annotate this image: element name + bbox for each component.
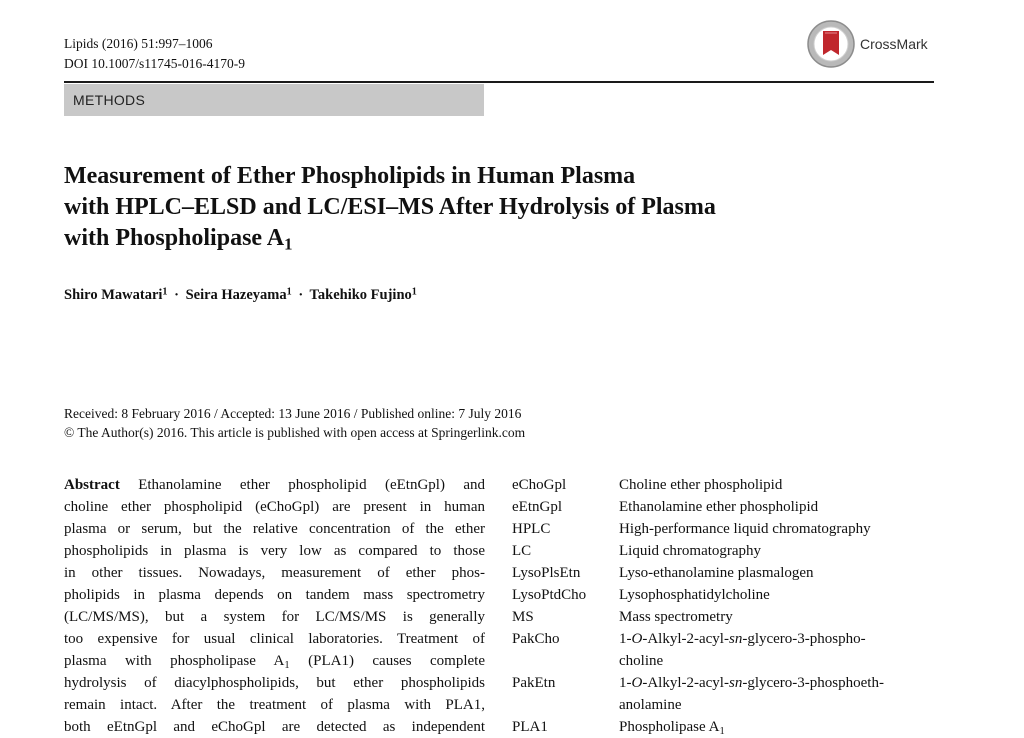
abbreviation-term: PakEtn — [512, 675, 556, 691]
abstract-line: hydrolysis of diacylphospholipids, but ether phospholipids — [64, 675, 485, 691]
title-subscript: 1 — [284, 234, 293, 254]
abbreviation-term: MS — [512, 609, 534, 625]
crossmark-label: CrossMark — [860, 36, 928, 52]
author-name[interactable]: Shiro Mawatari — [64, 287, 163, 303]
title-line-2: with HPLC–ELSD and LC/ESI–MS After Hydrolysis of Plasma — [64, 194, 716, 220]
abbreviation-row — [512, 628, 952, 672]
abbreviation-definition: 1-O-Alkyl-2-acyl-sn-glycero-3-phospho- choline — [619, 631, 866, 669]
abbreviation-term: PakCho — [512, 631, 560, 647]
journal-doi: DOI 10.1007/s11745-016-4170-9 — [64, 56, 245, 71]
abbreviation-definition: 1-O-Alkyl-2-acyl-sn-glycero-3-phosphoeth- anolamine — [619, 675, 884, 713]
abbreviation-row — [512, 540, 952, 562]
abbreviation-term: LysoPtdCho — [512, 587, 587, 603]
abstract-line: plasma or serum, but the relative concentration of the ether — [64, 521, 485, 537]
header-rule — [64, 81, 934, 83]
author-separator: · — [174, 287, 179, 303]
abbreviation-definition: Phospholipase $A_1$ — [619, 719, 725, 737]
abstract-line: remain intact. After the treatment of plasma with PLA1, — [64, 697, 485, 713]
abstract-line: both eEtnGpl and eChoGpl are detected as independent — [64, 719, 485, 735]
abbreviation-term: eChoGpl — [512, 477, 567, 493]
abbreviation-definition: Ethanolamine ether phospholipid — [619, 499, 819, 515]
abstract-line: (LC/MS/MS), but a system for LC/MS/MS is generally — [64, 609, 485, 625]
author-separator: · — [298, 287, 304, 303]
abstract-line: phospholipids in plasma is very low as compared to those — [64, 543, 485, 559]
author-list — [64, 286, 417, 304]
abbreviation-row — [512, 474, 952, 496]
abbreviation-definition: Choline ether phospholipid — [619, 477, 783, 493]
journal-citation: Lipids (2016) 51:997–1006 — [64, 36, 213, 51]
abbreviation-definition: Lysophosphatidylcholine — [619, 587, 770, 603]
section-label: METHODS — [64, 84, 484, 116]
abstract — [64, 474, 485, 738]
abbreviation-term: eEtnGpl — [512, 499, 562, 515]
abstract-line: in other tissues. Nowadays, measurement of ether phos- — [64, 565, 485, 581]
crossmark-badge[interactable] — [806, 19, 946, 69]
author-affiliation: 1 — [411, 286, 417, 298]
abbreviation-row — [512, 518, 952, 540]
abbreviation-row — [512, 562, 952, 584]
abbreviation-definition: Lyso-ethanolamine plasmalogen — [619, 565, 814, 581]
article-title — [64, 161, 944, 254]
abbreviation-term: PLA1 — [512, 719, 548, 735]
abbreviations-list — [512, 474, 952, 738]
author-affiliation: 1 — [162, 286, 168, 298]
abbreviation-term: LC — [512, 543, 532, 559]
abbreviation-row — [512, 672, 952, 716]
abbreviation-definition: Mass spectrometry — [619, 609, 733, 625]
abbreviation-term: LysoPlsEtn — [512, 565, 581, 581]
abbreviation-row — [512, 496, 952, 518]
abstract-subscript: 1 — [284, 659, 290, 671]
publication-dates: Received: 8 February 2016 / Accepted: 13 June 2016 / Published online: 7 July 2016 — [64, 406, 522, 421]
abstract-line: too expensive for usual clinical laboratories. Treatment of — [64, 631, 485, 647]
author-affiliation: 1 — [286, 286, 292, 298]
abstract-line: Abstract Ethanolamine ether phospholipid (eEtnGpl) and — [64, 477, 485, 493]
abstract-line: choline ether phospholipid (eChoGpl) are present in human — [64, 499, 485, 515]
abbreviation-row — [512, 584, 952, 606]
author-name[interactable]: Seira Hazeyama — [185, 287, 287, 303]
author-name[interactable]: Takehiko Fujino — [309, 287, 412, 303]
title-line-1: Measurement of Ether Phospholipids in Human Plasma — [64, 163, 636, 189]
abbreviation-row — [512, 716, 952, 738]
abbreviation-definition: High-performance liquid chromatography — [619, 521, 871, 537]
abstract-line: pholipids in plasma depends on tandem mass spectrometry — [64, 587, 485, 603]
title-line-3-text: with Phospholipase A — [64, 225, 285, 251]
abstract-line: plasma with phospholipase $A_1$ (PLA1) causes complete — [64, 653, 485, 671]
crossmark-icon — [806, 19, 856, 69]
title-line-3 — [64, 223, 944, 254]
abbreviation-term: HPLC — [512, 521, 551, 537]
license-notice: © The Author(s) 2016. This article is published with open access at Springerlink.com — [64, 425, 526, 440]
abstract-heading: Abstract — [64, 477, 120, 493]
abbreviation-row — [512, 606, 952, 628]
abbreviation-definition: Liquid chromatography — [619, 543, 762, 559]
